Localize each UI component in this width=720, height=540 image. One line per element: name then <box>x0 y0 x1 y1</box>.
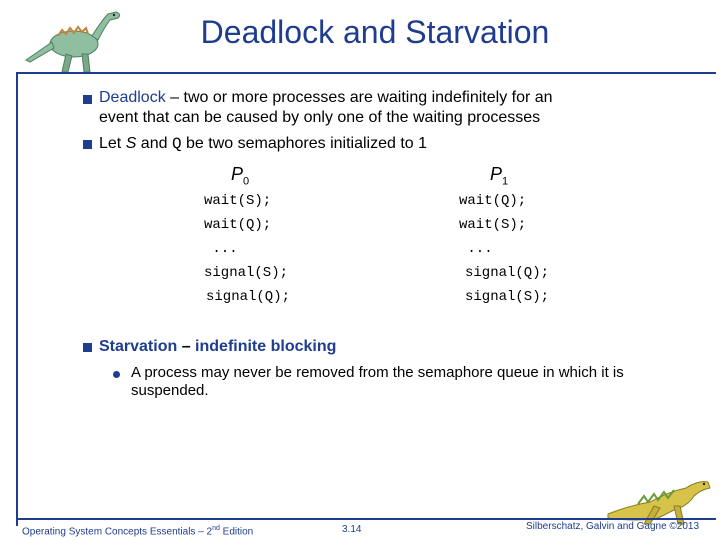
p1-code-line: signal(S); <box>465 289 550 305</box>
bullet-square-icon <box>83 95 92 104</box>
semaphore-let-text: Let <box>99 135 126 152</box>
p1-code-line: wait(Q); <box>459 193 527 209</box>
process-p1-subscript: 1 <box>502 175 509 188</box>
starvation-dash: – <box>177 338 196 355</box>
dinosaur-logo-icon <box>22 4 140 76</box>
semaphore-rest-text: be two semaphores initialized to 1 <box>181 135 428 152</box>
title-divider <box>16 72 716 74</box>
process-p1-label: P <box>490 164 503 184</box>
left-border <box>16 74 18 526</box>
p0-code-line: wait(Q); <box>204 217 272 233</box>
bullet-dot-icon <box>113 371 120 378</box>
footer-book-title <box>22 525 253 537</box>
starvation-detail-line1: A process may never be removed from the semaphore queue in which it is <box>131 364 624 381</box>
deadlock-definition-text: – two or more processes are waiting indefinitely for an <box>165 89 553 106</box>
p1-code-line: signal(Q); <box>465 265 550 281</box>
process-p0-label: P <box>231 164 244 184</box>
deadlock-definition-line1 <box>99 88 553 108</box>
process-p0-subscript: 0 <box>243 175 250 188</box>
deadlock-term: Deadlock <box>99 89 166 106</box>
process-p0-heading <box>231 164 249 188</box>
bullet-square-icon <box>83 343 92 352</box>
starvation-term: Starvation <box>99 338 178 355</box>
p0-code-line: signal(Q); <box>206 289 291 305</box>
semaphore-q: Q <box>171 135 182 153</box>
deadlock-definition-line2: event that can be caused by only one of the waiting processes <box>99 109 541 126</box>
p0-code-line: wait(S); <box>204 193 272 209</box>
p0-code-line: signal(S); <box>204 265 289 281</box>
footer-book-title-suffix: Edition <box>219 526 254 538</box>
p1-code-line: ... <box>459 241 493 257</box>
semaphore-intro-line <box>99 134 427 154</box>
slide-title: Deadlock and Starvation <box>200 14 550 50</box>
starvation-definition: indefinite blocking <box>195 338 337 355</box>
p0-code-line: ... <box>204 241 238 257</box>
footer-divider <box>16 518 716 520</box>
footer-book-title-text: Operating System Concepts Essentials – 2 <box>22 526 213 538</box>
starvation-line <box>99 337 336 357</box>
footer-copyright: Silberschatz, Galvin and Gagne ©2013 <box>526 521 700 532</box>
footer-book-title-sup: nd <box>212 525 220 532</box>
bullet-square-icon <box>83 140 92 149</box>
process-p1-heading <box>490 164 508 188</box>
p1-code-line: wait(S); <box>459 217 527 233</box>
starvation-detail-line2: suspended. <box>131 382 209 399</box>
semaphore-s: S <box>125 135 137 152</box>
semaphore-and-text: and <box>136 135 172 152</box>
dinosaur-footer-icon <box>598 462 716 526</box>
footer-page-number: 3.14 <box>342 524 362 535</box>
